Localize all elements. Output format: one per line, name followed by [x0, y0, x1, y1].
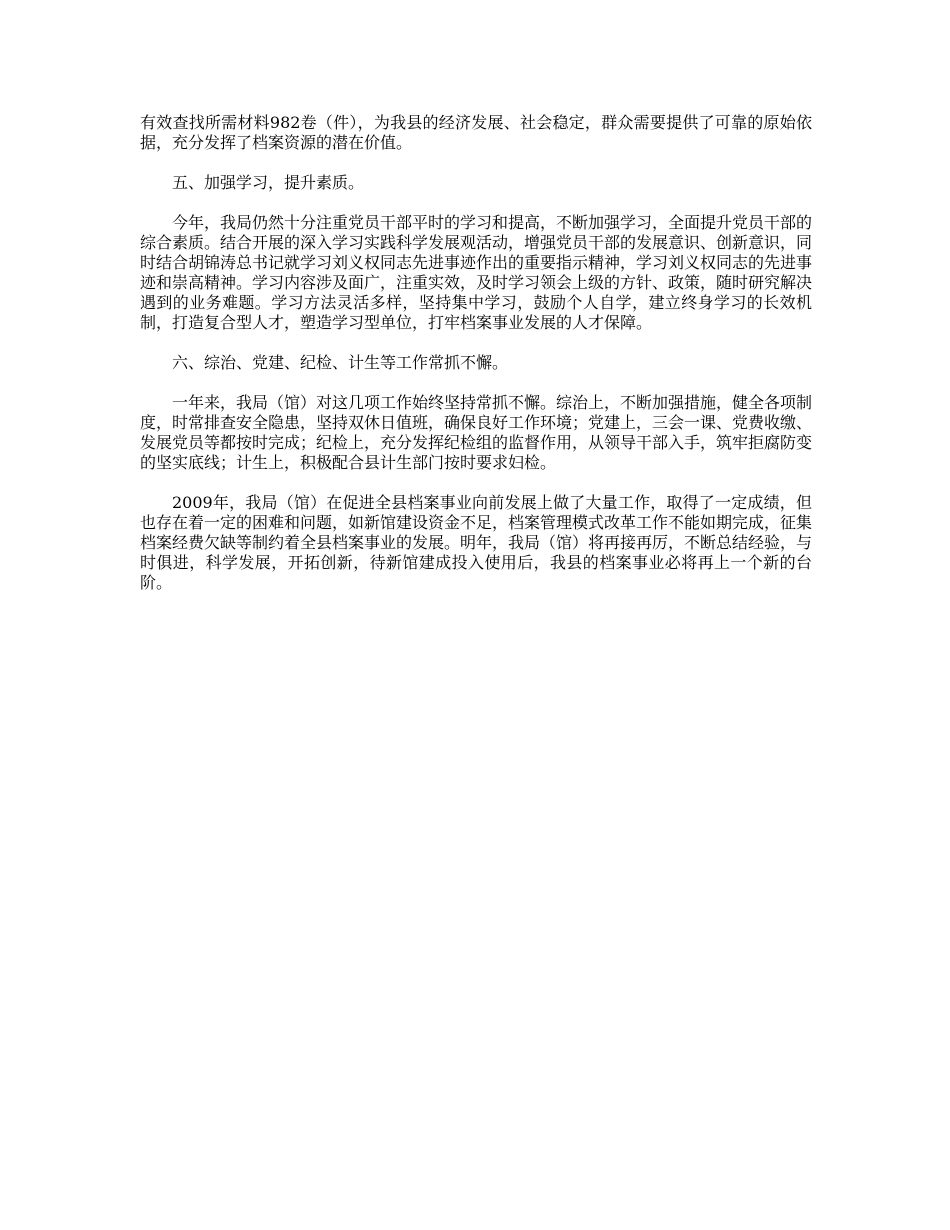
section-heading-comprehensive-work: 六、综治、党建、纪检、计生等工作常抓不懈。	[172, 353, 509, 372]
document-page	[140, 113, 812, 613]
section-heading-study: 五、加强学习，提升素质。	[172, 173, 365, 192]
paragraph-comprehensive-work: 一年来，我局（馆）对这几项工作始终坚持常抓不懈。综治上，不断加强措施，健全各项制度，时常排查安全隐患，坚持双休日值班，确保良好工作环境；党建上，三会一课、党费收缴、发展党员等都按时完成；纪检上，充分发挥纪检组的监督作用，从领导干部入手，筑牢拒腐防变的坚实底线；计生上，积极配合县计生部门按时要求妇检。	[140, 393, 813, 472]
paragraph-study: 今年，我局仍然十分注重党员干部平时的学习和提高，不断加强学习，全面提升党员干部的综合素质。结合开展的深入学习实践科学发展观活动，增强党员干部的发展意识、创新意识，同时结合胡锦涛总书记就学习刘义权同志先进事迹作出的重要指示精神，学习刘义权同志的先进事迹和崇高精神。学习内容涉及面广，注重实效，及时学习领会上级的方针、政策，随时研究解决遇到的业务难题。学习方法灵活多样，坚持集中学习，鼓励个人自学，建立终身学习的长效机制，打造复合型人才，塑造学习型单位，打牢档案事业发展的人才保障。	[140, 213, 813, 332]
paragraph-archive-results: 有效查找所需材料982卷（件），为我县的经济发展、社会稳定，群众需要提供了可靠的原始依据，充分发挥了档案资源的潜在价值。	[140, 113, 812, 152]
paragraph-summary-2009: 2009年，我局（馆）在促进全县档案事业向前发展上做了大量工作，取得了一定成绩，但也存在着一定的困难和问题，如新馆建设资金不足，档案管理模式改革工作不能如期完成，征集档案经费欠缺等制约着全县档案事业的发展。明年，我局（馆）将再接再厉，不断总结经验，与时俱进，科学发展，开拓创新，待新馆建成投入使用后，我县的档案事业必将再上一个新的台阶。	[140, 493, 813, 592]
